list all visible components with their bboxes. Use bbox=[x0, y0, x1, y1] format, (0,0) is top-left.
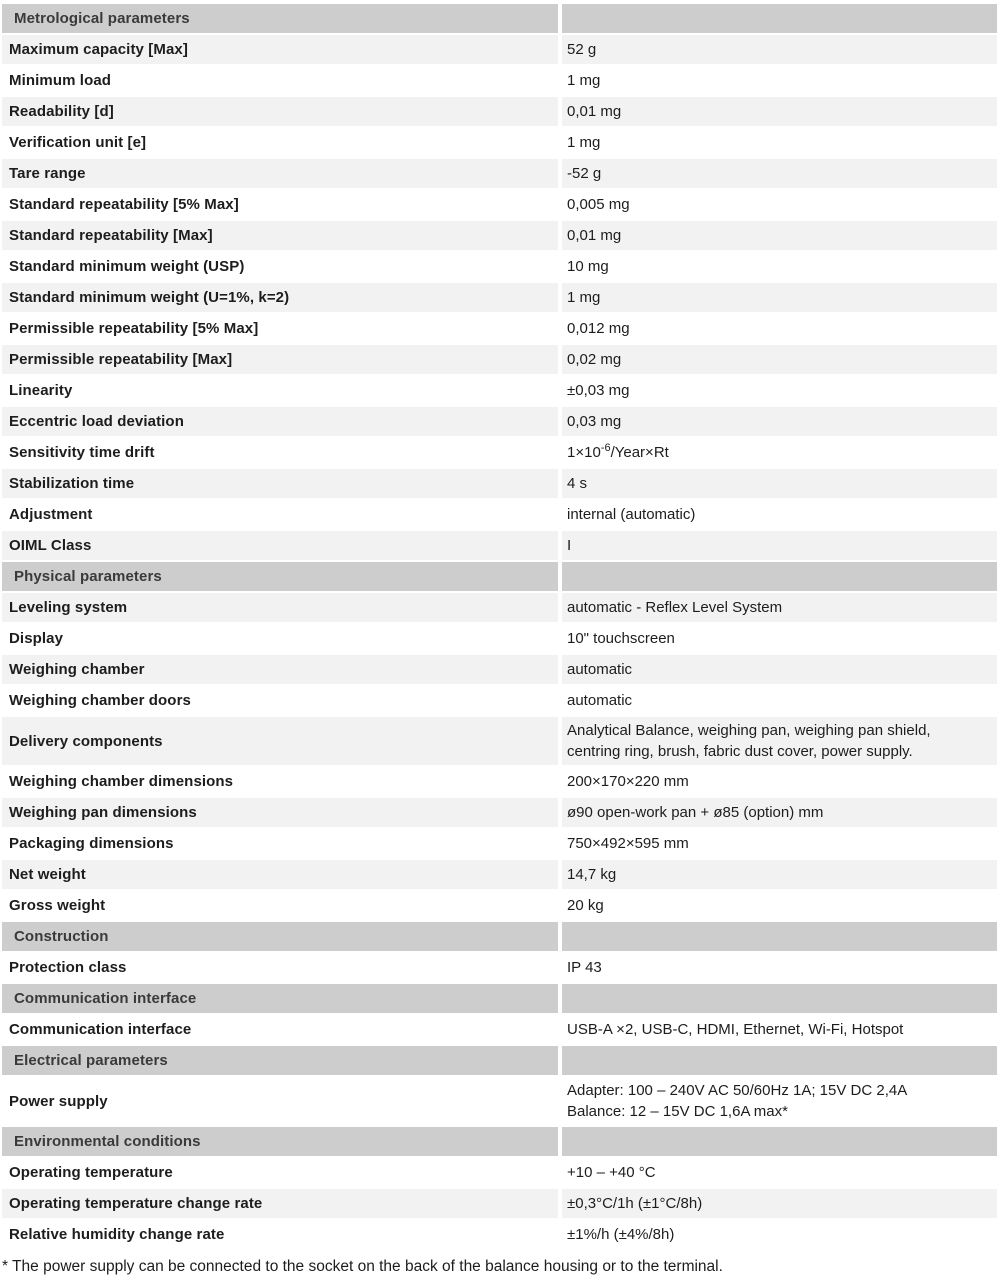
parameter-value: I bbox=[558, 531, 997, 560]
section-spacer bbox=[558, 562, 997, 591]
spec-row bbox=[2, 624, 997, 655]
parameter-value: 1 mg bbox=[558, 66, 997, 95]
section-title: Physical parameters bbox=[14, 568, 162, 585]
spec-row bbox=[2, 953, 997, 984]
section-header-row bbox=[2, 4, 997, 35]
spec-row bbox=[2, 1220, 997, 1251]
parameter-value: ±1%/h (±4%/8h) bbox=[558, 1220, 997, 1249]
spec-row bbox=[2, 829, 997, 860]
parameter-value: +10 – +40 °C bbox=[558, 1158, 997, 1187]
spec-row bbox=[2, 1158, 997, 1189]
section-title: Metrological parameters bbox=[14, 10, 190, 27]
parameter-value: automatic - Reflex Level System bbox=[558, 593, 997, 622]
spec-row bbox=[2, 314, 997, 345]
section-header-row bbox=[2, 1046, 997, 1077]
spec-row bbox=[2, 798, 997, 829]
parameter-value: 0,03 mg bbox=[558, 407, 997, 436]
parameter-label: Stabilization time bbox=[9, 475, 135, 492]
parameter-label: Maximum capacity [Max] bbox=[9, 41, 188, 58]
section-spacer bbox=[558, 1046, 997, 1075]
parameter-label: Verification unit [e] bbox=[9, 134, 147, 151]
parameter-value: -52 g bbox=[558, 159, 997, 188]
section-title: Electrical parameters bbox=[14, 1052, 168, 1069]
spec-row bbox=[2, 686, 997, 717]
parameter-value: 1 mg bbox=[558, 128, 997, 157]
section-spacer bbox=[558, 4, 997, 33]
spec-row bbox=[2, 128, 997, 159]
section-title: Environmental conditions bbox=[14, 1133, 201, 1150]
parameter-value: 52 g bbox=[558, 35, 997, 64]
parameter-value: IP 43 bbox=[558, 953, 997, 982]
spec-row bbox=[2, 767, 997, 798]
parameter-label: Weighing chamber doors bbox=[9, 692, 191, 709]
parameter-value: 0,01 mg bbox=[558, 97, 997, 126]
parameter-label: Readability [d] bbox=[9, 103, 114, 120]
spec-row bbox=[2, 407, 997, 438]
parameter-label: Permissible repeatability [Max] bbox=[9, 351, 233, 368]
parameter-value: automatic bbox=[558, 686, 997, 715]
parameter-label: Minimum load bbox=[9, 72, 112, 89]
parameter-label: Adjustment bbox=[9, 506, 93, 523]
spec-row bbox=[2, 345, 997, 376]
parameter-label: Display bbox=[9, 630, 64, 647]
parameter-value: $1\times 10^{-6}/Year\times Rt$ bbox=[558, 438, 997, 467]
parameter-value: 0,005 mg bbox=[558, 190, 997, 219]
parameter-label: Leveling system bbox=[9, 599, 128, 616]
parameter-value: 0,01 mg bbox=[558, 221, 997, 250]
parameter-value: ø90 open-work pan + ø85 (option) mm bbox=[558, 798, 997, 827]
spec-row bbox=[2, 66, 997, 97]
spec-row bbox=[2, 1189, 997, 1220]
parameter-value: 4 s bbox=[558, 469, 997, 498]
parameter-label: Communication interface bbox=[9, 1021, 192, 1038]
parameter-value: ±0,3°C/1h (±1°C/8h) bbox=[558, 1189, 997, 1218]
parameter-label: Permissible repeatability [5% Max] bbox=[9, 320, 259, 337]
parameter-label: Sensitivity time drift bbox=[9, 444, 155, 461]
spec-row bbox=[2, 500, 997, 531]
spec-row bbox=[2, 717, 997, 767]
parameter-label: Weighing chamber dimensions bbox=[9, 773, 234, 790]
parameter-label: Standard repeatability [5% Max] bbox=[9, 196, 239, 213]
parameter-value: 10" touchscreen bbox=[558, 624, 997, 653]
parameter-label: Eccentric load deviation bbox=[9, 413, 184, 430]
parameter-value: 1 mg bbox=[558, 283, 997, 312]
spec-row bbox=[2, 283, 997, 314]
parameter-label: Protection class bbox=[9, 959, 127, 976]
parameter-label: Standard repeatability [Max] bbox=[9, 227, 213, 244]
parameter-value: 200×170×220 mm bbox=[558, 767, 997, 796]
parameter-label: Weighing chamber bbox=[9, 661, 145, 678]
parameter-value: 750×492×595 mm bbox=[558, 829, 997, 858]
parameter-value: ±0,03 mg bbox=[558, 376, 997, 405]
section-spacer bbox=[558, 922, 997, 951]
parameter-value: 0,012 mg bbox=[558, 314, 997, 343]
spec-row bbox=[2, 221, 997, 252]
parameter-value: USB-A ×2, USB-C, HDMI, Ethernet, Wi-Fi, Hotspot bbox=[558, 1015, 997, 1044]
spec-row bbox=[2, 655, 997, 686]
parameter-value: 14,7 kg bbox=[558, 860, 997, 889]
spec-row bbox=[2, 376, 997, 407]
parameter-value: 10 mg bbox=[558, 252, 997, 281]
spec-row bbox=[2, 159, 997, 190]
spec-row bbox=[2, 1077, 997, 1127]
spec-row bbox=[2, 97, 997, 128]
parameter-value: Analytical Balance, weighing pan, weighing pan shield, centring ring, brush, fabric dust cover, power supply. bbox=[558, 717, 997, 765]
section-header-row bbox=[2, 1127, 997, 1158]
parameter-label: Tare range bbox=[9, 165, 86, 182]
spec-row bbox=[2, 35, 997, 66]
parameter-value: 20 kg bbox=[558, 891, 997, 920]
spec-row bbox=[2, 190, 997, 221]
section-header-row bbox=[2, 562, 997, 593]
spec-row bbox=[2, 1015, 997, 1046]
section-title: Communication interface bbox=[14, 990, 197, 1007]
parameter-label: Delivery components bbox=[9, 732, 163, 750]
parameter-label: OIML Class bbox=[9, 537, 92, 554]
spec-row bbox=[2, 891, 997, 922]
footnote: * The power supply can be connected to the socket on the back of the balance housing or to the terminal. bbox=[2, 1258, 723, 1275]
section-header-row bbox=[2, 922, 997, 953]
parameter-label: Weighing pan dimensions bbox=[9, 804, 197, 821]
spec-table bbox=[2, 4, 997, 1251]
parameter-label: Linearity bbox=[9, 382, 73, 399]
parameter-value: 0,02 mg bbox=[558, 345, 997, 374]
parameter-label: Standard minimum weight (U=1%, k=2) bbox=[9, 289, 290, 306]
parameter-label: Packaging dimensions bbox=[9, 835, 174, 852]
spec-row bbox=[2, 860, 997, 891]
parameter-value: internal (automatic) bbox=[558, 500, 997, 529]
parameter-label: Gross weight bbox=[9, 897, 106, 914]
spec-row bbox=[2, 531, 997, 562]
parameter-value: Adapter: 100 – 240V AC 50/60Hz 1A; 15V DC 2,4A Balance: 12 – 15V DC 1,6A max* bbox=[558, 1077, 997, 1125]
section-header-row bbox=[2, 984, 997, 1015]
section-spacer bbox=[558, 984, 997, 1013]
parameter-label: Power supply bbox=[9, 1092, 108, 1110]
spec-row bbox=[2, 469, 997, 500]
parameter-label: Operating temperature bbox=[9, 1164, 173, 1181]
spec-row bbox=[2, 593, 997, 624]
spec-row bbox=[2, 438, 997, 469]
parameter-value: automatic bbox=[558, 655, 997, 684]
spec-row bbox=[2, 252, 997, 283]
section-title: Construction bbox=[14, 928, 109, 945]
parameter-label: Operating temperature change rate bbox=[9, 1195, 263, 1212]
section-spacer bbox=[558, 1127, 997, 1156]
parameter-label: Relative humidity change rate bbox=[9, 1226, 225, 1243]
parameter-label: Net weight bbox=[9, 866, 86, 883]
parameter-label: Standard minimum weight (USP) bbox=[9, 258, 245, 275]
